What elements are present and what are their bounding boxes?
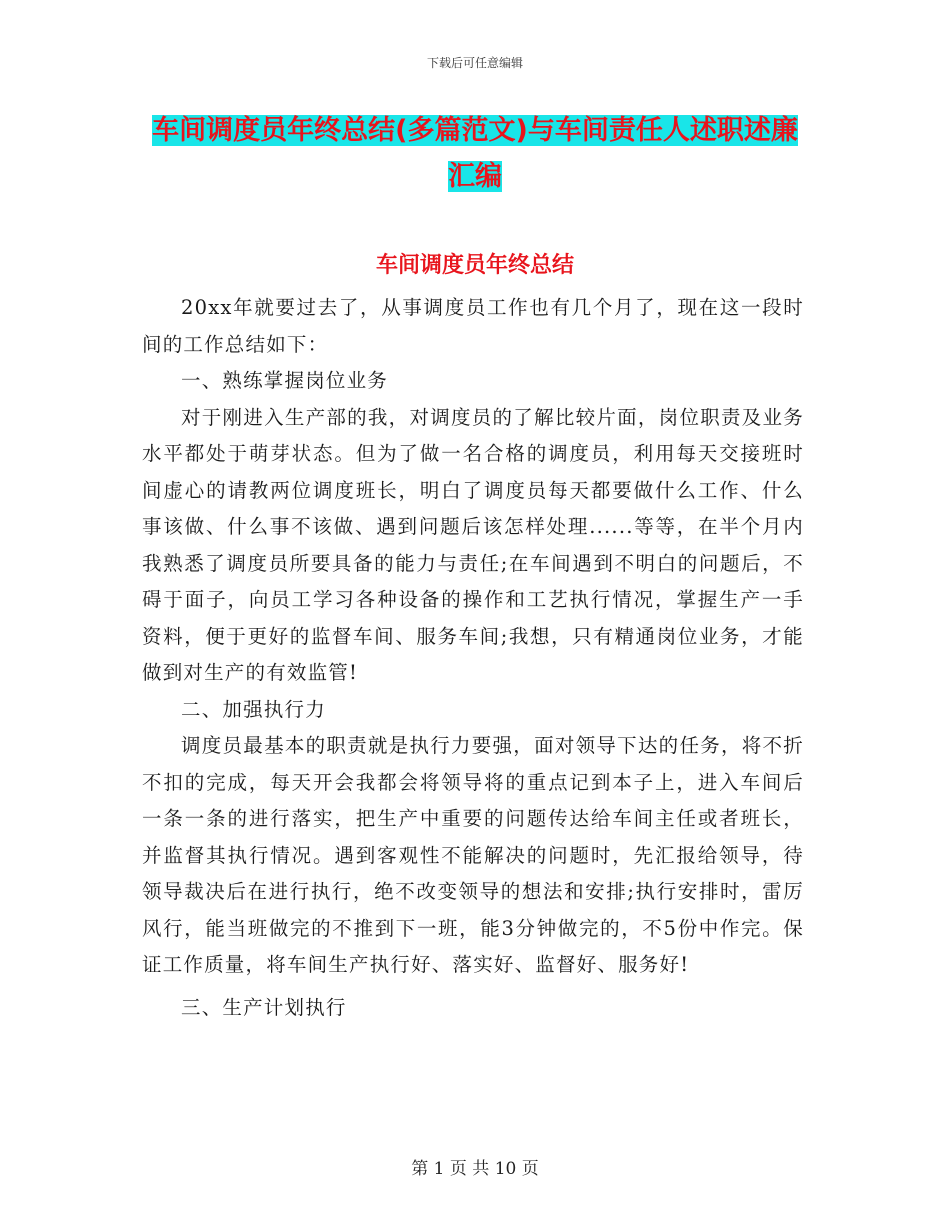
heading-3: 三、生产计划执行 (181, 995, 347, 1019)
document-title-text: 车间调度员年终总结(多篇范文)与车间责任人述职述廉汇编 (152, 115, 798, 192)
paragraph-1: 对于刚进入生产部的我，对调度员的了解比较片面，岗位职责及业务水平都处于萌芽状态。但为了做一名合格的调度员，利用每天交接班时间虚心的请教两位调度班长，明白了调度员每天都要做什么工作、什么事该做、什么事不该做、遇到问题后该怎样处理......等等，在半个月内我熟悉了调度员所要具备的能力与责任;在车间遇到不明白的问题后，不碍于面子，向员工学习各种设备的操作和工艺执行情况，掌握生产一手资料，便于更好的监督车间、服务车间;我想，只有精通岗位业务，才能做到对生产的有效监管! (142, 405, 804, 684)
heading-1: 一、熟练掌握岗位业务 (181, 369, 389, 392)
paragraph-2: 调度员最基本的职责就是执行力要强，面对领导下达的任务，将不折不扣的完成，每天开会我都会将领导将的重点记到本子上，进入车间后一条一条的进行落实，把生产中重要的问题传达给车间主任或者班长，并监督其执行情况。遇到客观性不能解决的问题时，先汇报给领导，待领导裁决后在进行执行，绝不改变领导的想法和安排;执行安排时，雷厉风行，能当班做完的不推到下一班，能3分钟做完的，不5份中作完。保证工作质量，将车间生产执行好、落实好、监督好、服务好! (142, 734, 804, 976)
page-footer: 第 1 页 共 10 页 (411, 1159, 539, 1179)
section-title: 车间调度员年终总结 (375, 253, 574, 278)
paragraph-intro: 20xx年就要过去了，从事调度员工作也有几个月了，现在这一段时间的工作总结如下： (142, 296, 804, 356)
header-note: 下载后可任意编辑 (426, 56, 523, 70)
document-body (142, 290, 804, 1026)
heading-2: 二、加强执行力 (181, 697, 326, 721)
document-title (140, 108, 810, 200)
